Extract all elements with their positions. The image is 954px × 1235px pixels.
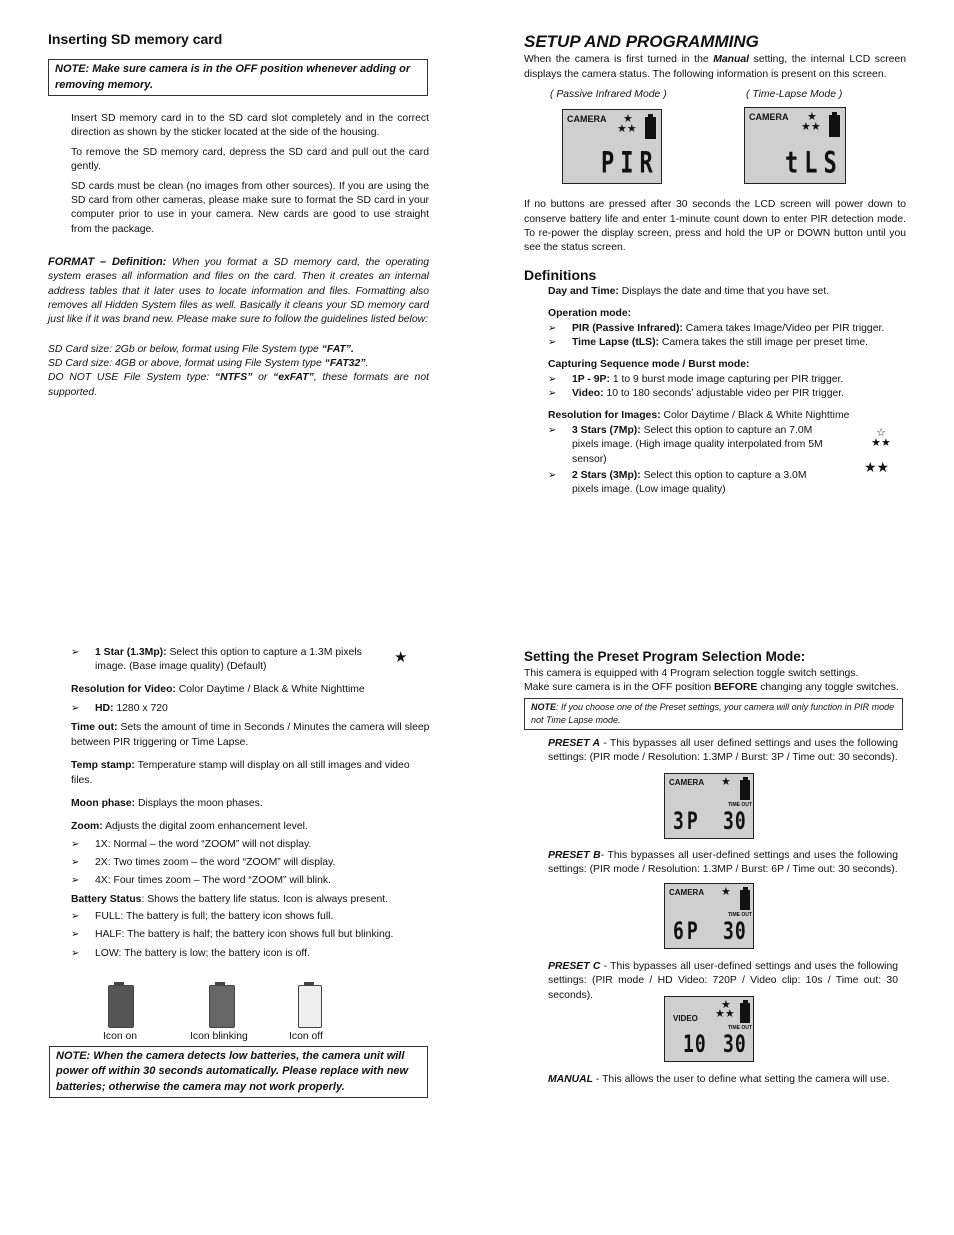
format-definition xyxy=(48,255,429,328)
setup-title: SETUP AND PROGRAMMING xyxy=(524,32,759,51)
star-icon: ★ xyxy=(721,886,731,898)
video-def: ➢ Video: 10 to 180 seconds’ adjustable video per PIR trigger. xyxy=(548,388,845,400)
tls-mode-caption: ( Time-Lapse Mode ) xyxy=(746,89,843,101)
battery-half: ➢ HALF: The battery is half; the battery icon shows full but blinking. xyxy=(71,929,394,941)
preset-b-lcd xyxy=(664,883,754,949)
preset-c-lcd xyxy=(664,996,754,1062)
battery-on-icon xyxy=(108,985,134,1028)
star-icon: ★★ xyxy=(715,1008,735,1020)
preset-line-2: Make sure camera is in the OFF position BEFORE changing any toggle switches. xyxy=(524,681,899,693)
preset-a-text: PRESET A - This bypasses all user defined settings and uses the following settings: (PIR mode / Resolution: 1.3MP / Burst: 3P / Time out: 30 seconds). xyxy=(548,738,898,764)
format-text: When you format a SD memory card, the operating system erases all information and files on the card. Then it creates an internal address tables that it later uses to locate information and files. Formatting also removes all Hidden System files as well. Basically it cleans your SD memory card just like if it was brand new. Please make sure to follow the guidelines listed below: xyxy=(48,256,430,326)
icon-blinking-caption: Icon blinking xyxy=(190,1031,248,1042)
day-time-def: Day and Time: Displays the date and time that you have set. xyxy=(548,285,830,297)
insert-paragraph: Insert SD memory card in to the SD card slot completely and in the correct direction as shown by the sticker located at the side of the housing. xyxy=(71,113,429,139)
burst-def: ➢ 1P - 9P: 1 to 9 burst mode image capturing per PIR trigger. xyxy=(548,373,844,385)
clean-paragraph: SD cards must be clean (no images from other sources). If you are using the SD card from other cameras, please make sure to format the SD card in your computer prior to use in your camera. New cards are good to use straight from the package. xyxy=(71,180,429,235)
zoom-1x: ➢ 1X: Normal – the word “ZOOM” will not display. xyxy=(71,838,312,850)
res-video-def: Resolution for Video: Color Daytime / Black & White Nighttime xyxy=(71,683,365,695)
temp-stamp-def: Temp stamp: Temperature stamp will display on all still images and video files. xyxy=(71,760,410,786)
battery-full: ➢ FULL: The battery is full; the battery icon shows full. xyxy=(71,911,334,923)
right-bottom-column xyxy=(524,648,909,730)
manual-text: MANUAL - This allows the user to define what setting the camera will use. xyxy=(548,1074,890,1085)
arrow-bullet-icon: ➢ xyxy=(548,469,557,481)
battery-off-icon xyxy=(298,985,322,1028)
moon-phase-def: Moon phase: Displays the moon phases. xyxy=(71,797,263,809)
star-icon: ★ xyxy=(623,113,633,126)
lcd-label: CAMERA xyxy=(669,888,705,897)
three-stars-icon: ☆ ★★ xyxy=(871,427,891,449)
format-term: FORMAT – Definition: xyxy=(48,255,167,268)
lcd-label: CAMERA xyxy=(749,112,789,123)
lcd-label: CAMERA xyxy=(567,114,607,125)
sd-card-heading: Inserting SD memory card xyxy=(48,31,223,47)
right-top-column xyxy=(524,30,906,498)
lcd-label: CAMERA xyxy=(669,778,705,787)
fs-rule-2: SD Card size: 4GB or above, format using File System type “FAT32”. xyxy=(48,358,369,370)
operation-mode-label: Operation mode: xyxy=(548,308,632,320)
pir-def: ➢ PIR (Passive Infrared): Camera takes Image/Video per PIR trigger. xyxy=(548,322,885,334)
battery-icon xyxy=(740,1003,750,1023)
timeout-def: Time out: Sets the amount of time in Seconds / Minutes the camera will sleep between PIR triggering or Time Lapse. xyxy=(71,722,430,748)
lcd-timeout-value: 30 xyxy=(723,807,747,836)
fs-rule-1: SD Card size: 2Gb or below, format using File System type “FAT”. xyxy=(48,343,354,355)
pir-mode-caption: ( Passive Infrared Mode ) xyxy=(550,89,667,101)
preset-c-text: PRESET C - This bypasses all user-defined settings and uses the following settings: (PIR mode / HD Video: 720P / Video clip: 10s / Time out: 30 seconds). xyxy=(548,961,899,1001)
lcd-timeout-value: 30 xyxy=(723,1030,747,1059)
arrow-bullet-icon: ➢ xyxy=(71,838,80,850)
pir-lcd-screen xyxy=(562,109,662,184)
setup-intro: When the camera is first turned in the Manual setting, the internal LCD screen displays the camera status. The following information is present on this screen. xyxy=(524,54,906,80)
arrow-bullet-icon: ➢ xyxy=(71,875,80,887)
icon-on-caption: Icon on xyxy=(103,1031,138,1042)
preset-b-text: PRESET B- This bypasses all user-defined settings and uses the following settings: (PIR mode / Resolution: 1.3MP / Burst: 6P / Time out: 30 seconds). xyxy=(548,850,898,876)
lcd-label: VIDEO xyxy=(673,1014,698,1023)
icon-off-caption: Icon off xyxy=(289,1031,323,1042)
two-stars-def: ➢ 2 Stars (3Mp): Select this option to capture a 3.0M pixels image. (Low image quality) xyxy=(548,469,807,496)
three-stars-def: ➢ 3 Stars (7Mp): Select this option to capture an 7.0M pixels image. (High image quality interpolated from 5M sensor) xyxy=(548,424,823,465)
arrow-bullet-icon: ➢ xyxy=(71,911,80,923)
tls-lcd-screen xyxy=(744,107,846,184)
timeout-label: TIME OUT xyxy=(728,912,752,918)
star-icon: ★ xyxy=(721,999,731,1011)
lcd-mode-text: PIR xyxy=(601,146,659,181)
battery-status-def: Battery Status: Shows the battery life status. Icon is always present. xyxy=(71,893,389,905)
star-icon: ★★ xyxy=(801,121,821,134)
hd-def: ➢ HD: 1280 x 720 xyxy=(71,703,168,715)
arrow-bullet-icon: ➢ xyxy=(548,388,557,400)
arrow-bullet-icon: ➢ xyxy=(71,647,80,658)
time-lapse-def: ➢ Time Lapse (tLS): Camera takes the still image per preset time. xyxy=(548,337,869,348)
timeout-label: TIME OUT xyxy=(728,802,752,808)
battery-icon xyxy=(645,117,656,139)
zoom-def: Zoom: Adjusts the digital zoom enhancement level. xyxy=(71,821,308,833)
arrow-bullet-icon: ➢ xyxy=(71,856,80,868)
definitions-heading: Definitions xyxy=(524,266,597,283)
arrow-bullet-icon: ➢ xyxy=(548,424,557,436)
left-top-column xyxy=(48,30,429,400)
arrow-bullet-icon: ➢ xyxy=(548,322,557,334)
remove-paragraph: To remove the SD memory card, depress the SD card and pull out the card gently. xyxy=(71,146,429,173)
low-battery-note: NOTE: When the camera detects low batteries, the camera unit will power off within 30 seconds automatically. Please replace with new batteries; otherwise the camera may not work properly. xyxy=(49,1046,428,1098)
preset-heading: Setting the Preset Program Selection Mode: xyxy=(524,649,806,664)
sd-card-note: NOTE: Make sure camera is in the OFF position whenever adding or removing memory. xyxy=(48,59,428,96)
timeout-label: TIME OUT xyxy=(728,1025,752,1031)
star-icon: ★ xyxy=(807,111,817,124)
star-icon: ★ xyxy=(721,776,731,788)
power-down-paragraph: If no buttons are pressed after 30 seconds the LCD screen will power down to conserve battery life and enter 1-minute count down to enter PIR detection mode. To re-power the display screen, press and hold the UP or DOWN button until you see the status screen. xyxy=(524,199,906,254)
arrow-bullet-icon: ➢ xyxy=(71,703,80,715)
battery-icon xyxy=(740,780,750,800)
arrow-bullet-icon: ➢ xyxy=(548,337,557,348)
preset-a-lcd xyxy=(664,773,754,839)
two-stars-icon: ★★ xyxy=(864,459,890,475)
one-star-icon: ★ xyxy=(394,649,408,666)
star-icon: ★★ xyxy=(617,123,637,136)
res-images-def: Resolution for Images: Color Daytime / Black & White Nighttime xyxy=(548,410,850,422)
left-bottom-column xyxy=(71,646,431,961)
battery-icon xyxy=(829,115,840,137)
battery-low: ➢ LOW: The battery is low; the battery icon is off. xyxy=(71,947,310,959)
capture-seq-label: Capturing Sequence mode / Burst mode: xyxy=(548,359,750,371)
zoom-2x: ➢ 2X: Two times zoom – the word “ZOOM” will display. xyxy=(71,856,336,868)
battery-icon xyxy=(740,890,750,910)
preset-line-1: This camera is equipped with 4 Program selection toggle switch settings. xyxy=(524,667,859,679)
preset-note: NOTE: If you choose one of the Preset settings, your camera will only function in PIR mode not Time Lapse mode. xyxy=(524,698,903,730)
arrow-bullet-icon: ➢ xyxy=(71,947,80,959)
battery-blinking-icon xyxy=(209,985,235,1028)
fs-rule-3: DO NOT USE File System type: “NTFS” or “exFAT”, these formats are not supported. xyxy=(48,372,429,398)
lcd-video-value: 10 xyxy=(683,1030,707,1059)
one-star-def: ➢ 1 Star (1.3Mp): Select this option to capture a 1.3M pixels image. (Base image quality) (Default) xyxy=(71,647,362,673)
lcd-burst-value: 6P xyxy=(673,917,701,946)
arrow-bullet-icon: ➢ xyxy=(71,929,80,941)
lcd-timeout-value: 30 xyxy=(723,917,747,946)
arrow-bullet-icon: ➢ xyxy=(548,373,557,385)
zoom-4x: ➢ 4X: Four times zoom – The word “ZOOM” will blink. xyxy=(71,875,331,887)
lcd-burst-value: 3P xyxy=(673,807,701,836)
lcd-mode-text: tLS xyxy=(785,146,843,181)
